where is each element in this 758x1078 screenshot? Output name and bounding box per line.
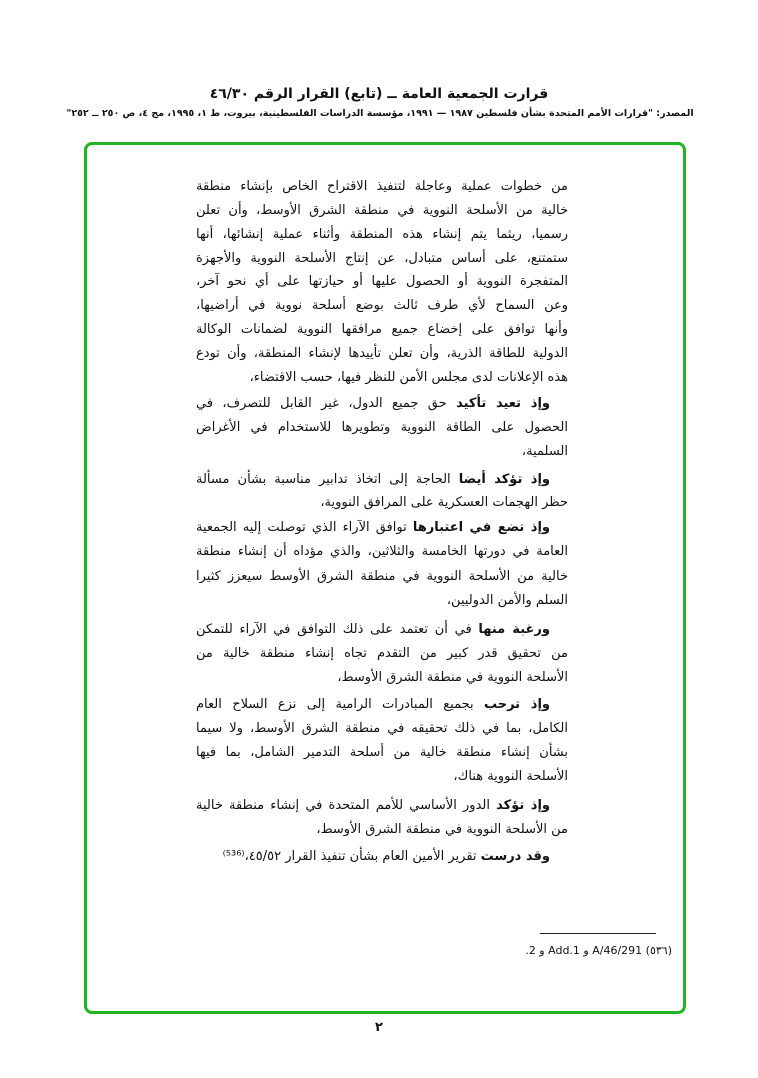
text-line [196,620,568,640]
text-line [196,394,568,414]
text-line [196,442,568,462]
text-line [196,470,568,490]
text-line [196,518,568,538]
lead-phrase: وإذ تعيد تأكيد [456,396,550,411]
text-line [196,767,568,787]
line-text: خالية من الأسلحة النووية في منطقة الشرق الأوسط سيعزز كثيرا [196,569,568,584]
text-line [196,177,568,197]
line-text: هذه الإعلانات لدى مجلس الأمن للنظر فيها، حسب الاقتضاء، [249,370,568,385]
line-text: بشأن إنشاء منطقة خالية من أسلحة التدمير الشامل، بما فيها [196,745,568,760]
text-line [196,296,568,316]
lead-phrase: وإذ تضع في اعتبارها [412,520,550,535]
line-text: ستمتنع، على أساس متبادل، عن إنتاج الأسلحة النووية والأجهزة [196,251,568,266]
line-text: الدولية للطاقة الذرية، وأن تعلن تأييدها لإنشاء المنطقة، وأن تودع [196,346,568,361]
line-text: الأسلحة النووية هناك، [453,769,568,784]
text-line [196,567,568,587]
text-line [196,743,568,763]
line-text: من تحقيق قدر كبير من التقدم تجاه إنشاء منطقة خالية من [196,646,568,661]
text-line [196,249,568,269]
footnote: (٥٣٦) A/46/291 و Add.1 و 2. [525,944,672,957]
text-line [196,272,568,292]
line-text: الحاجة إلى اتخاذ تدابير مناسبة بشأن مسألة [196,472,459,487]
line-text: السلم والأمن الدوليين، [446,593,568,608]
text-line [196,320,568,340]
text-line [196,719,568,739]
text-line [196,847,568,867]
line-text: السلمية، [521,444,568,459]
lead-phrase: وقد درست [480,849,550,864]
line-text: وأنها توافق على إخضاع جميع مرافقها النووية لضمانات الوكالة [196,322,568,337]
lead-phrase: وإذ تؤكد أيضا [458,472,551,487]
text-line [196,418,568,438]
line-text: من الأسلحة النووية في منطقة الشرق الأوسط، [316,822,568,837]
lead-phrase: وإذ تؤكد [496,798,550,813]
line-text: من خطوات عملية وعاجلة لتنفيذ الاقتراح الخاص بإنشاء منطقة [196,179,568,194]
page-title: قرارت الجمعية العامة ــ (تابع) القرار الرقم ٤٦/٣٠ [209,86,549,102]
line-text: المتفجرة النووية أو الحصول عليها أو حيازتها على أي نحو آخر، [196,274,568,289]
text-line [196,344,568,364]
line-text: رسميا، ريثما يتم إنشاء هذه المنطقة وأثناء عملية إنشائها، أنها [196,227,568,242]
text-line [196,201,568,221]
line-text: الدور الأساسي للأمم المتحدة في إنشاء منطقة خالية [196,798,497,813]
text-line [196,644,568,664]
text-line [196,668,568,688]
source-citation: المصدر: "قرارات الأمم المتحدة بشأن فلسطين ١٩٨٧ — ١٩٩١، مؤسسة الدراسات الفلسطينية، بيروت، ط ١، ١٩٩٥، مج ٤، ص ٢٥٠ ــ ٢٥٢" [66,108,694,119]
line-text: وعن السماح لأي طرف ثالث بوضع أسلحة نووية في أراضيها، [196,298,568,313]
text-line [196,591,568,611]
text-line [196,796,568,816]
lead-phrase: ورغبة منها [478,622,550,637]
line-text: الأسلحة النووية في منطقة الشرق الأوسط، [337,670,568,685]
line-text: العامة في دورتها الخامسة والثلاثين، والذي مؤداه أن إنشاء منطقة [196,544,568,559]
lead-phrase: وإذ ترحب [483,697,550,712]
line-text: حظر الهجمات العسكرية على المرافق النووية، [320,495,568,510]
line-text: الحصول على الطاقة النووية وتطويرها للاستخدام في الأغراض [196,420,568,435]
line-text: تقرير الأمين العام بشأن تنفيذ القرار ٤٥/٥٢،⁽⁵³⁶⁾ [222,849,481,864]
line-text: توافق الآراء الذي توصلت إليه الجمعية [196,520,413,535]
line-text: خالية من الأسلحة النووية في منطقة الشرق الأوسط، وأن تعلن [196,203,568,218]
line-text: حق جميع الدول، غير القابل للتصرف، في [196,396,457,411]
text-line [196,542,568,562]
text-line [196,368,568,388]
footnote-divider [540,933,656,934]
text-line [196,493,568,513]
page-number: ٢ [375,1020,383,1035]
text-line [196,820,568,840]
line-text: الكامل، بما في ذلك تحقيقه في منطقة الشرق الأوسط، ولا سيما [196,721,568,736]
line-text: في أن تعتمد على ذلك التوافق في الآراء للتمكن [196,622,479,637]
text-line [196,695,568,715]
line-text: بجميع المبادرات الرامية إلى نزع السلاح العام [196,697,484,712]
text-line [196,225,568,245]
